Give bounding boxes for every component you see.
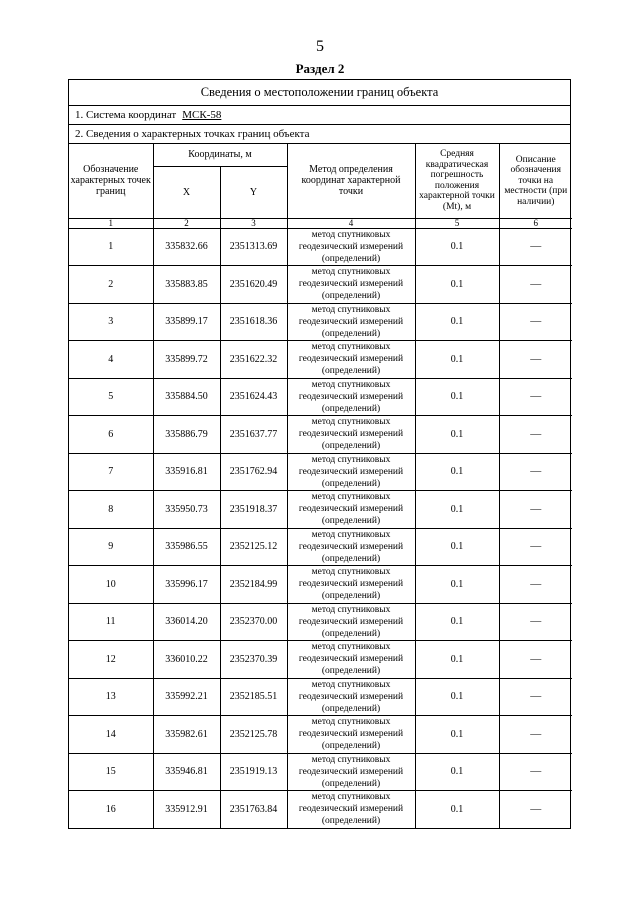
subsection-label: 2. Сведения о характерных точках границ объекта (69, 125, 570, 144)
y-coordinate-cell: 2352184.99 (220, 566, 287, 604)
y-coordinate-cell: 2351637.77 (220, 416, 287, 454)
column-number-row (69, 218, 572, 228)
table-row (69, 491, 572, 529)
method-cell: метод спутниковых геодезический измерений (определений) (287, 491, 415, 529)
table-row (69, 528, 572, 566)
description-cell: — (499, 416, 572, 454)
table-row (69, 453, 572, 491)
description-cell: — (499, 228, 572, 266)
table-row (69, 341, 572, 379)
x-coordinate-cell: 335886.79 (153, 416, 220, 454)
x-coordinate-cell: 335832.66 (153, 228, 220, 266)
header-x: X (153, 166, 220, 218)
x-coordinate-cell: 335916.81 (153, 453, 220, 491)
error-cell: 0.1 (415, 266, 499, 304)
column-number: 6 (499, 218, 572, 228)
method-cell: метод спутниковых геодезический измерений (определений) (287, 791, 415, 828)
error-cell: 0.1 (415, 491, 499, 529)
error-cell: 0.1 (415, 341, 499, 379)
y-coordinate-cell: 2351918.37 (220, 491, 287, 529)
point-number-cell: 6 (69, 416, 153, 454)
column-number: 5 (415, 218, 499, 228)
header-coords: Координаты, м (153, 144, 287, 166)
x-coordinate-cell: 335912.91 (153, 791, 220, 828)
y-coordinate-cell: 2351763.84 (220, 791, 287, 828)
description-cell: — (499, 753, 572, 791)
error-cell: 0.1 (415, 566, 499, 604)
x-coordinate-cell: 336010.22 (153, 641, 220, 679)
y-coordinate-cell: 2351624.43 (220, 378, 287, 416)
x-coordinate-cell: 335986.55 (153, 528, 220, 566)
error-cell: 0.1 (415, 603, 499, 641)
description-cell: — (499, 678, 572, 716)
x-coordinate-cell: 335982.61 (153, 716, 220, 754)
point-number-cell: 10 (69, 566, 153, 604)
method-cell: метод спутниковых геодезический измерений (определений) (287, 378, 415, 416)
method-cell: метод спутниковых геодезический измерений (определений) (287, 528, 415, 566)
x-coordinate-cell: 335884.50 (153, 378, 220, 416)
y-coordinate-cell: 2352125.78 (220, 716, 287, 754)
point-number-cell: 2 (69, 266, 153, 304)
method-cell: метод спутниковых геодезический измерений (определений) (287, 228, 415, 266)
column-number: 3 (220, 218, 287, 228)
error-cell: 0.1 (415, 641, 499, 679)
x-coordinate-cell: 335899.17 (153, 303, 220, 341)
x-coordinate-cell: 336014.20 (153, 603, 220, 641)
description-cell: — (499, 603, 572, 641)
point-number-cell: 3 (69, 303, 153, 341)
y-coordinate-cell: 2351313.69 (220, 228, 287, 266)
table-row (69, 641, 572, 679)
table-row (69, 603, 572, 641)
method-cell: метод спутниковых геодезический измерений (определений) (287, 753, 415, 791)
page-number: 5 (316, 38, 324, 55)
points-table-body (69, 228, 572, 828)
method-cell: метод спутниковых геодезический измерений (определений) (287, 566, 415, 604)
table-row (69, 416, 572, 454)
point-number-cell: 12 (69, 641, 153, 679)
y-coordinate-cell: 2351618.36 (220, 303, 287, 341)
error-cell: 0.1 (415, 791, 499, 828)
table-row (69, 678, 572, 716)
y-coordinate-cell: 2351622.32 (220, 341, 287, 379)
x-coordinate-cell: 335883.85 (153, 266, 220, 304)
point-number-cell: 11 (69, 603, 153, 641)
method-cell: метод спутниковых геодезический измерений (определений) (287, 716, 415, 754)
method-cell: метод спутниковых геодезический измерений (определений) (287, 678, 415, 716)
header-method: Метод определения координат характерной точки (287, 144, 415, 218)
coord-system-row (69, 106, 570, 125)
description-cell: — (499, 266, 572, 304)
point-number-cell: 15 (69, 753, 153, 791)
section-title: Раздел 2 (295, 61, 345, 76)
point-number-cell: 16 (69, 791, 153, 828)
method-cell: метод спутниковых геодезический измерений (определений) (287, 416, 415, 454)
table-row (69, 753, 572, 791)
table-title: Сведения о местоположении границ объекта (69, 80, 570, 106)
y-coordinate-cell: 2352370.00 (220, 603, 287, 641)
points-table (69, 144, 572, 828)
y-coordinate-cell: 2352125.12 (220, 528, 287, 566)
table-row (69, 228, 572, 266)
header-error: Средняя квадратическая погрешность положения характерной точки (Mt), м (415, 144, 499, 218)
method-cell: метод спутниковых геодезический измерений (определений) (287, 303, 415, 341)
error-cell: 0.1 (415, 228, 499, 266)
description-cell: — (499, 378, 572, 416)
x-coordinate-cell: 335996.17 (153, 566, 220, 604)
header-designation: Обозначение характерных точек границ (69, 144, 153, 218)
error-cell: 0.1 (415, 378, 499, 416)
coord-system-value: МСК-58 (182, 109, 222, 121)
description-cell: — (499, 566, 572, 604)
error-cell: 0.1 (415, 416, 499, 454)
y-coordinate-cell: 2351919.13 (220, 753, 287, 791)
method-cell: метод спутниковых геодезический измерений (определений) (287, 641, 415, 679)
table-row (69, 791, 572, 828)
header-description: Описание обозначения точки на местности (при наличии) (499, 144, 572, 218)
y-coordinate-cell: 2351762.94 (220, 453, 287, 491)
table-row (69, 303, 572, 341)
table-row (69, 716, 572, 754)
error-cell: 0.1 (415, 716, 499, 754)
description-cell: — (499, 641, 572, 679)
description-cell: — (499, 303, 572, 341)
description-cell: — (499, 453, 572, 491)
error-cell: 0.1 (415, 528, 499, 566)
x-coordinate-cell: 335992.21 (153, 678, 220, 716)
boundary-table-frame (68, 79, 571, 829)
column-number: 1 (69, 218, 153, 228)
point-number-cell: 14 (69, 716, 153, 754)
point-number-cell: 8 (69, 491, 153, 529)
description-cell: — (499, 491, 572, 529)
table-row (69, 566, 572, 604)
description-cell: — (499, 528, 572, 566)
y-coordinate-cell: 2351620.49 (220, 266, 287, 304)
point-number-cell: 1 (69, 228, 153, 266)
error-cell: 0.1 (415, 678, 499, 716)
y-coordinate-cell: 2352370.39 (220, 641, 287, 679)
description-cell: — (499, 716, 572, 754)
point-number-cell: 5 (69, 378, 153, 416)
point-number-cell: 7 (69, 453, 153, 491)
method-cell: метод спутниковых геодезический измерений (определений) (287, 603, 415, 641)
column-number: 4 (287, 218, 415, 228)
y-coordinate-cell: 2352185.51 (220, 678, 287, 716)
method-cell: метод спутниковых геодезический измерений (определений) (287, 453, 415, 491)
x-coordinate-cell: 335899.72 (153, 341, 220, 379)
header-y: Y (220, 166, 287, 218)
error-cell: 0.1 (415, 453, 499, 491)
description-cell: — (499, 341, 572, 379)
error-cell: 0.1 (415, 303, 499, 341)
method-cell: метод спутниковых геодезический измерений (определений) (287, 266, 415, 304)
point-number-cell: 9 (69, 528, 153, 566)
error-cell: 0.1 (415, 753, 499, 791)
description-cell: — (499, 791, 572, 828)
point-number-cell: 4 (69, 341, 153, 379)
table-row (69, 266, 572, 304)
coord-system-label: 1. Система координат (75, 109, 177, 121)
table-row (69, 378, 572, 416)
x-coordinate-cell: 335946.81 (153, 753, 220, 791)
x-coordinate-cell: 335950.73 (153, 491, 220, 529)
point-number-cell: 13 (69, 678, 153, 716)
column-number: 2 (153, 218, 220, 228)
method-cell: метод спутниковых геодезический измерений (определений) (287, 341, 415, 379)
